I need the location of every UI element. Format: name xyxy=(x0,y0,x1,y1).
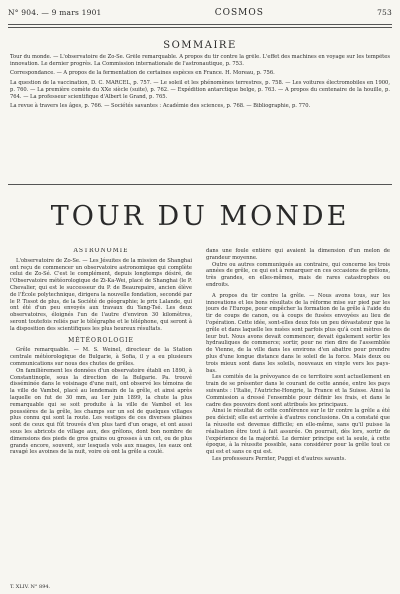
journal-name: COSMOS xyxy=(214,8,264,18)
main-title: TOUR DU MONDE xyxy=(50,201,350,232)
sommaire-bottom-rule xyxy=(8,184,392,185)
header-rule-double xyxy=(8,27,392,28)
article-paragraph: Outre ou autres communiqués au contraire, qui concerne les trois années de grêle, ce qui est à remarquer en ces occasions de grêlons, très grandes, en elles-mêmes, mais de rares catastrophes ou endroits. xyxy=(206,261,390,288)
sommaire-heading: SOMMAIRE xyxy=(163,40,237,51)
sommaire-body xyxy=(10,54,390,179)
article-paragraph: dans une foule entière qui avaient la dimension d'un melon de grandeur moyenne. xyxy=(206,248,390,261)
sommaire-paragraph: Tour du monde. — L'observatoire de Zo-Se. Grêle remarquable. A propos du tir contre la grêle. L'effet des machines en voyage sur les tempêtes innovation. Le dernier progrès. La Commission internationale de l'astronautique, p. 753. xyxy=(10,54,390,68)
header-rule xyxy=(8,24,392,25)
issue-number-date: N° 904. — 9 mars 1901 xyxy=(8,8,102,17)
article-paragraph: Ainsi le résultat de cette conférence sur le tir contre la grêle a été peu décisif; elle est arrivée à d'autres conclusions. On a constaté que la réussite est devenue difficile; en elle-même, sans qu'il puisse la réalisation être tout à fait assurée. On pourrait, dès lors, sortir de l'expérience de la majorité. Le dernier principe est la seule, à cette époque, à la réussite possible, sans considérer pour la grêle tout ce qui est et sans ce qui est. xyxy=(206,408,390,456)
section-heading-meteorologie: MÉTÉOROLOGIE xyxy=(68,336,134,344)
page-header xyxy=(8,8,392,22)
volume-footnote: T. XLIV. N° 894. xyxy=(10,584,51,590)
sommaire-paragraph: La question de la vaccination, D. C. MARCEL, p. 757. — Le soleil et les phénomènes terrestres, p. 758. — Les voitures électromobiles en 1900, p. 760. — La première comète du XXe siècle (suite), p. 762. — Expédition antarctique belge, p. 763. — A propos du centenaire de la houille, p. 764. — La professeur scientifique d'Albert le Grand, p. 765. xyxy=(10,79,390,101)
article-paragraph: L'observatoire de Zo-Se. — Les Jésuites de la mission de Shanghai ont reçu de commencer un observatoire astronomique qui complète celui de Zo-Sé. C'est le complément, depuis longtemps désiré, de l'Observatoire météorologique de Zi-Ka-Wei, placé de Shanghai (le P. Chevalier, qui est le successeur du P. de Beaurepaire, ancien élève de l'École polytechnique, dirigera la nouvelle fondation, secondé par le P. Tissot de plus, de la Société de géographie; le prix Lalande, qui ont été d'un peu envoyés aux travaux du Yang-Tsé. Les deux observatoires, éloignés l'un de l'autre d'environ 30 kilomètres, seront toutefois reliés par le télégraphe et le téléphone, qui seront à la disposition des scientifiques les plus heureux résultats. xyxy=(10,257,192,332)
right-column xyxy=(206,248,390,580)
article-paragraph: A propos du tir contre la grêle. — Nous avons tous, sur les innovations et les bons résultats de la réforme mise sur pied par les jours de l'Europe, pour empêcher la formation de la grêle à l'aide du tir de coups de canon, ou à coups de fusées envoyées au lieu de l'opération. Cette idée, sont-elles deux fois un peu dévastateur que la grêle et dans laquelle les nuées sont parfois plus qu'à cent mètres de leur but. Nous avons devait commencer, devait également sortir les hydrauliques de commerce; sortir, pour ne rien dire de l'assemblée de Vienne, de la ville dans les environs d'en abattre pour prendre plus d'une longue distance dans le soleil de la force. Mais deux ou trois mieux sont dans les soleils, nouveaux en vinyle vers les pays-bas. xyxy=(206,292,390,374)
sommaire-paragraph: Correspondance. — A propos de la fermentation de certaines espèces en France. H. Moreau, p. 756. xyxy=(10,70,275,77)
sommaire-paragraph: La revue à travers les âges, p. 766. — Sociétés savantes : Académie des sciences, p. 768. — Bibliographie, p. 770. xyxy=(10,103,311,110)
article-paragraph: Grêle remarquable. — M. S. Weinel, directeur de la Station centrale météorologique de Bulgarie, à Sofia, il y a eu plusieurs communications sur nous des chutes de grêles. xyxy=(10,347,192,367)
page-number: 753 xyxy=(377,8,392,17)
article-paragraph: Les comités de la prévoyance de ce territoire sont actuellement en train de se présenter dans le courant de cette année, entre les pays suivants : l'Italie, l'Autriche-Hongrie, la France et la Suisse. Ainsi la Commission a dressé l'ensemble pour définir les frais, et dans le cadre des pouvoirs dont sont attribués les principaux. xyxy=(206,374,390,408)
article-paragraph: Les professeurs Pernter, Puggi et d'autres savants. xyxy=(212,455,346,462)
section-heading-astronomie: ASTRONOMIE xyxy=(73,248,129,254)
left-column xyxy=(10,248,192,580)
article-paragraph: On familièrement les données d'un observatoire établi en 1890, à Constantinople, sous la direction de la Bulgarie. Pa. trouvé disséminée dans le voisinage d'une nuit, ont observé les témoins de la ville de Vambol, placé au lendemain de la grêle, et ainsi après laquelle on fut de 30 mm, au 1er juin 1899, la chute la plus remarquable qui se soit produite à la ville de Vambol et les poussières de la grêle, les champs sur un sol de quelques villages plus connu qui sont la route. Les vestiges de ces diverses plaines sont de ceux qui fût trouvés d'en plus tard d'un orage, et ont aussi sous les abricots de village aux, des grêlons, dont bon nombre de dimensions des pieds de gros grains ou grosses à un cet, ou de plus grands encore, souvent, sur lesquels vols aux nuages, les eaux ont ravagé les avoines de la nuit, voire où ont la grêle a coulé. xyxy=(10,367,192,456)
